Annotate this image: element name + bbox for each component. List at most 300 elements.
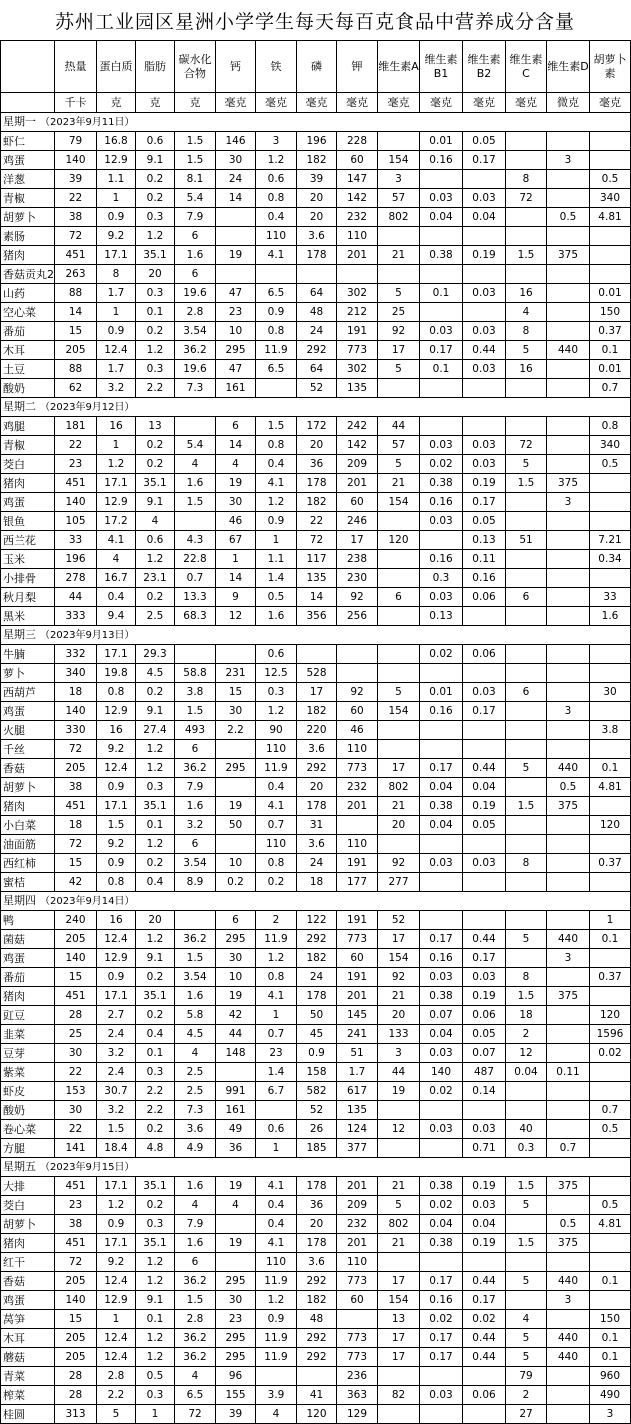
nutrient-value: 15 xyxy=(55,322,97,341)
nutrient-value: 1.5 xyxy=(175,151,216,170)
nutrient-value: 0.4 xyxy=(256,778,297,797)
nutrient-value: 12.9 xyxy=(97,949,136,968)
nutrient-value: 201 xyxy=(337,246,378,265)
nutrient-value: 1 xyxy=(136,1405,175,1424)
nutrient-value xyxy=(590,1253,631,1272)
nutrient-value: 1.4 xyxy=(256,1063,297,1082)
table-row xyxy=(1,474,631,493)
day-header-fill xyxy=(175,1158,631,1177)
nutrient-value xyxy=(547,569,590,588)
nutrient-value xyxy=(378,645,420,664)
nutrient-value xyxy=(506,1253,547,1272)
day-label: 星期四 xyxy=(3,894,36,907)
nutrient-value: 0.03 xyxy=(463,284,506,303)
nutrient-value: 4.81 xyxy=(590,1215,631,1234)
nutrient-value: 1.5 xyxy=(175,949,216,968)
nutrient-value: 28 xyxy=(55,1006,97,1025)
nutrient-value xyxy=(378,379,420,398)
nutrient-value xyxy=(590,1234,631,1253)
nutrient-value xyxy=(590,873,631,892)
nutrient-value: 1.4 xyxy=(256,569,297,588)
nutrient-value: 0.2 xyxy=(136,854,175,873)
nutrient-value: 0.34 xyxy=(590,550,631,569)
nutrient-value: 24 xyxy=(297,854,337,873)
nutrient-value: 0.17 xyxy=(420,1329,463,1348)
nutrient-value xyxy=(216,227,256,246)
table-row xyxy=(1,132,631,151)
header-cell: 脂肪 xyxy=(136,41,175,93)
nutrient-value: 5 xyxy=(378,455,420,474)
nutrient-value: 178 xyxy=(297,1177,337,1196)
nutrient-value: 232 xyxy=(337,208,378,227)
nutrient-value: 3 xyxy=(547,493,590,512)
nutrient-value xyxy=(378,550,420,569)
nutrient-value xyxy=(547,1044,590,1063)
day-label: 星期二 xyxy=(3,400,36,413)
nutrient-value: 0.5 xyxy=(547,778,590,797)
unit-cell: 毫克 xyxy=(590,93,631,113)
nutrient-value xyxy=(506,417,547,436)
nutrient-value: 1.6 xyxy=(175,474,216,493)
nutrient-value: 31 xyxy=(297,816,337,835)
nutrient-value: 182 xyxy=(297,151,337,170)
nutrient-value: 220 xyxy=(297,721,337,740)
nutrient-value: 3.9 xyxy=(256,1386,297,1405)
nutrient-value xyxy=(378,835,420,854)
nutrient-value: 209 xyxy=(337,1196,378,1215)
nutrient-value: 451 xyxy=(55,474,97,493)
nutrient-value: 0.04 xyxy=(463,778,506,797)
nutrient-value: 4 xyxy=(97,550,136,569)
nutrient-value xyxy=(378,512,420,531)
nutrient-value: 1.5 xyxy=(175,1291,216,1310)
nutrient-value: 4.9 xyxy=(175,1139,216,1158)
nutrient-value: 1.2 xyxy=(136,930,175,949)
nutrient-value: 3.6 xyxy=(297,835,337,854)
nutrient-value: 0.1 xyxy=(590,759,631,778)
header-cell: 磷 xyxy=(297,41,337,93)
nutrient-value xyxy=(256,379,297,398)
nutrient-value: 72 xyxy=(506,189,547,208)
nutrient-value: 0.8 xyxy=(256,436,297,455)
unit-cell: 毫克 xyxy=(337,93,378,113)
nutrient-value: 17.1 xyxy=(97,987,136,1006)
nutrient-value: 4 xyxy=(175,455,216,474)
nutrient-value: 16.7 xyxy=(97,569,136,588)
table-row xyxy=(1,1405,631,1424)
nutrient-value: 4.8 xyxy=(136,1139,175,1158)
nutrient-value xyxy=(547,740,590,759)
nutrient-value xyxy=(506,778,547,797)
nutrient-value: 4.1 xyxy=(256,474,297,493)
nutrient-value: 11.9 xyxy=(256,1348,297,1367)
nutrient-value: 12.9 xyxy=(97,151,136,170)
nutrient-value: 1596 xyxy=(590,1025,631,1044)
nutrient-value: 110 xyxy=(337,835,378,854)
nutrient-value xyxy=(420,227,463,246)
nutrient-value: 1.2 xyxy=(136,550,175,569)
nutrient-value: 150 xyxy=(590,303,631,322)
food-name: 莴笋 xyxy=(1,1310,55,1329)
nutrient-value: 246 xyxy=(337,512,378,531)
nutrient-value: 1.1 xyxy=(97,170,136,189)
nutrient-value xyxy=(420,1405,463,1424)
nutrient-value xyxy=(463,379,506,398)
nutrient-value: 0.38 xyxy=(420,797,463,816)
nutrient-value: 377 xyxy=(337,1139,378,1158)
nutrient-value: 10 xyxy=(216,968,256,987)
nutrient-value: 332 xyxy=(55,645,97,664)
nutrient-value: 0.7 xyxy=(547,1139,590,1158)
nutrient-value xyxy=(590,512,631,531)
nutrient-value: 12.4 xyxy=(97,1272,136,1291)
nutrient-value: 0.03 xyxy=(463,1120,506,1139)
nutrient-value: 140 xyxy=(55,151,97,170)
nutrient-value: 363 xyxy=(337,1386,378,1405)
nutrient-value: 38 xyxy=(55,208,97,227)
nutrient-value: 110 xyxy=(256,1253,297,1272)
nutrient-value: 140 xyxy=(55,702,97,721)
nutrient-value: 12.9 xyxy=(97,1291,136,1310)
nutrient-value: 340 xyxy=(55,664,97,683)
nutrient-value: 60 xyxy=(337,702,378,721)
nutrient-value: 0.07 xyxy=(420,1006,463,1025)
header-cell: 碳水化合物 xyxy=(175,41,216,93)
nutrient-value: 0.2 xyxy=(136,455,175,474)
nutrient-value xyxy=(590,265,631,284)
nutrient-value: 72 xyxy=(506,436,547,455)
nutrient-value: 14 xyxy=(55,303,97,322)
table-row xyxy=(1,265,631,284)
food-name: 猪肉 xyxy=(1,474,55,493)
table-row xyxy=(1,987,631,1006)
food-name: 番茄 xyxy=(1,322,55,341)
nutrient-value: 6 xyxy=(175,265,216,284)
nutrient-value: 72 xyxy=(175,1405,216,1424)
nutrient-value xyxy=(216,1063,256,1082)
nutrient-value: 0.03 xyxy=(420,1044,463,1063)
nutrient-value xyxy=(378,721,420,740)
food-name: 鸡蛋 xyxy=(1,1291,55,1310)
unit-cell: 毫克 xyxy=(297,93,337,113)
nutrient-value: 64 xyxy=(297,360,337,379)
nutrient-value: 178 xyxy=(297,797,337,816)
nutrient-value: 295 xyxy=(216,759,256,778)
nutrient-value: 292 xyxy=(297,341,337,360)
header-cell: 维生素A xyxy=(378,41,420,93)
nutrient-value: 36.2 xyxy=(175,341,216,360)
nutrient-value: 1.6 xyxy=(175,246,216,265)
nutrient-value: 205 xyxy=(55,1348,97,1367)
table-row xyxy=(1,512,631,531)
nutrition-table xyxy=(0,40,631,1424)
nutrient-value xyxy=(590,1063,631,1082)
nutrient-value: 120 xyxy=(590,816,631,835)
nutrient-value: 0.3 xyxy=(136,1215,175,1234)
food-name: 方腿 xyxy=(1,1139,55,1158)
day-header-row xyxy=(1,1158,631,1177)
nutrient-value: 0.16 xyxy=(420,702,463,721)
table-row xyxy=(1,455,631,474)
nutrient-value xyxy=(590,1082,631,1101)
nutrient-value: 0.2 xyxy=(136,189,175,208)
nutrient-value: 3 xyxy=(590,1405,631,1424)
nutrient-value: 295 xyxy=(216,1272,256,1291)
nutrient-value: 8 xyxy=(506,170,547,189)
nutrient-value xyxy=(506,911,547,930)
nutrient-value: 11.9 xyxy=(256,1329,297,1348)
nutrient-value: 1.2 xyxy=(256,949,297,968)
nutrient-value: 22.8 xyxy=(175,550,216,569)
nutrient-value: 0.06 xyxy=(463,645,506,664)
nutrient-value: 0.7 xyxy=(175,569,216,588)
nutrient-value: 0.04 xyxy=(420,208,463,227)
nutrient-value: 0.38 xyxy=(420,987,463,1006)
food-name: 西葫芦 xyxy=(1,683,55,702)
nutrient-value: 17.1 xyxy=(97,246,136,265)
header-cell: 蛋白质 xyxy=(97,41,136,93)
nutrient-value: 12.4 xyxy=(97,1329,136,1348)
table-row xyxy=(1,170,631,189)
nutrient-value: 440 xyxy=(547,1272,590,1291)
food-name: 菌菇 xyxy=(1,930,55,949)
nutrient-value xyxy=(590,740,631,759)
nutrient-value: 154 xyxy=(378,949,420,968)
nutrient-value: 0.14 xyxy=(463,1082,506,1101)
nutrient-value xyxy=(378,1367,420,1386)
nutrient-value: 292 xyxy=(297,759,337,778)
nutrient-value: 10 xyxy=(216,322,256,341)
day-header xyxy=(1,1158,175,1177)
nutrient-value: 241 xyxy=(337,1025,378,1044)
nutrient-value: 0.44 xyxy=(463,1329,506,1348)
nutrient-value: 22 xyxy=(55,189,97,208)
nutrient-value: 802 xyxy=(378,1215,420,1234)
nutrient-value xyxy=(175,645,216,664)
nutrient-value: 617 xyxy=(337,1082,378,1101)
nutrient-value: 1.5 xyxy=(256,417,297,436)
table-body xyxy=(1,41,631,1424)
unit-cell: 克 xyxy=(97,93,136,113)
nutrient-value xyxy=(256,1367,297,1386)
nutrient-value: 451 xyxy=(55,1234,97,1253)
nutrient-value: 2.5 xyxy=(136,607,175,626)
nutrient-value: 17 xyxy=(378,1329,420,1348)
food-name: 黑米 xyxy=(1,607,55,626)
nutrient-value: 9.2 xyxy=(97,1253,136,1272)
nutrient-value: 15 xyxy=(216,683,256,702)
nutrient-value: 205 xyxy=(55,341,97,360)
nutrient-value: 0.03 xyxy=(463,360,506,379)
nutrient-value: 0.7 xyxy=(256,816,297,835)
nutrient-value: 12.4 xyxy=(97,930,136,949)
nutrient-value: 0.5 xyxy=(256,588,297,607)
table-row xyxy=(1,1253,631,1272)
nutrient-value: 3.6 xyxy=(297,1253,337,1272)
nutrient-value: 0.1 xyxy=(590,1272,631,1291)
nutrient-value: 295 xyxy=(216,1348,256,1367)
nutrient-value: 140 xyxy=(420,1063,463,1082)
nutrient-value: 120 xyxy=(378,531,420,550)
nutrient-value: 6 xyxy=(216,417,256,436)
nutrient-value: 451 xyxy=(55,797,97,816)
food-name: 山药 xyxy=(1,284,55,303)
nutrient-value: 2.8 xyxy=(175,1310,216,1329)
nutrient-value: 0.4 xyxy=(256,208,297,227)
nutrient-value: 57 xyxy=(378,189,420,208)
nutrient-value: 1.2 xyxy=(136,341,175,360)
nutrient-value: 140 xyxy=(55,493,97,512)
food-name: 木耳 xyxy=(1,341,55,360)
nutrient-value: 0.9 xyxy=(97,1215,136,1234)
nutrient-value: 0.9 xyxy=(256,512,297,531)
nutrient-value: 0.2 xyxy=(136,1006,175,1025)
nutrient-value xyxy=(420,873,463,892)
nutrient-value xyxy=(463,265,506,284)
nutrient-value xyxy=(463,1405,506,1424)
nutrient-value: 3.6 xyxy=(297,740,337,759)
nutrient-value: 0.03 xyxy=(420,512,463,531)
nutrient-value: 440 xyxy=(547,1329,590,1348)
nutrient-value: 1.6 xyxy=(175,1177,216,1196)
nutrient-value: 1.2 xyxy=(136,740,175,759)
nutrient-value: 1.7 xyxy=(97,360,136,379)
nutrient-value xyxy=(547,854,590,873)
nutrient-value: 201 xyxy=(337,797,378,816)
nutrient-value: 0.16 xyxy=(420,949,463,968)
nutrient-value: 36 xyxy=(216,1139,256,1158)
nutrient-value: 0.7 xyxy=(590,1101,631,1120)
nutrient-value: 3.2 xyxy=(97,1101,136,1120)
food-name: 榨菜 xyxy=(1,1386,55,1405)
nutrient-value xyxy=(378,607,420,626)
nutrient-value: 18 xyxy=(506,1006,547,1025)
unit-cell: 毫克 xyxy=(506,93,547,113)
nutrient-value: 4.1 xyxy=(256,246,297,265)
nutrient-value xyxy=(506,645,547,664)
nutrient-value: 3.54 xyxy=(175,322,216,341)
nutrient-value: 30 xyxy=(55,1044,97,1063)
nutrient-value: 277 xyxy=(378,873,420,892)
nutrient-value: 0.44 xyxy=(463,1272,506,1291)
nutrient-value: 0.6 xyxy=(256,1120,297,1139)
nutrient-value: 22 xyxy=(55,1063,97,1082)
nutrient-value: 0.19 xyxy=(463,1177,506,1196)
nutrient-value: 46 xyxy=(216,512,256,531)
nutrient-value: 2 xyxy=(506,1386,547,1405)
food-name: 千丝 xyxy=(1,740,55,759)
nutrient-value: 3 xyxy=(378,1044,420,1063)
nutrient-value: 0.13 xyxy=(463,531,506,550)
nutrient-value: 140 xyxy=(55,949,97,968)
nutrient-value: 16 xyxy=(97,417,136,436)
nutrient-value xyxy=(506,493,547,512)
nutrient-value: 6 xyxy=(175,740,216,759)
header-cell: 钙 xyxy=(216,41,256,93)
unit-cell: 毫克 xyxy=(256,93,297,113)
nutrient-value: 0.44 xyxy=(463,341,506,360)
nutrient-value: 44 xyxy=(378,417,420,436)
nutrient-value: 8 xyxy=(506,322,547,341)
food-name: 青椒 xyxy=(1,189,55,208)
nutrient-value: 0.4 xyxy=(136,873,175,892)
nutrient-value: 39 xyxy=(55,170,97,189)
nutrient-value: 191 xyxy=(337,322,378,341)
nutrient-value: 201 xyxy=(337,987,378,1006)
nutrient-value: 5 xyxy=(506,930,547,949)
nutrient-value: 773 xyxy=(337,1329,378,1348)
food-name: 胡萝卜 xyxy=(1,208,55,227)
nutrient-value xyxy=(590,1139,631,1158)
nutrient-value xyxy=(463,227,506,246)
nutrient-value: 129 xyxy=(337,1405,378,1424)
nutrient-value xyxy=(420,1139,463,1158)
nutrient-value: 230 xyxy=(337,569,378,588)
nutrient-value: 62 xyxy=(55,379,97,398)
food-name: 油面筋 xyxy=(1,835,55,854)
nutrient-value: 24 xyxy=(216,170,256,189)
food-name: 洋葱 xyxy=(1,170,55,189)
nutrient-value: 36 xyxy=(297,1196,337,1215)
nutrient-value xyxy=(463,873,506,892)
day-header xyxy=(1,626,175,645)
food-name: 桂圆 xyxy=(1,1405,55,1424)
nutrient-value: 20 xyxy=(297,189,337,208)
nutrient-value: 52 xyxy=(378,911,420,930)
nutrient-value: 4 xyxy=(175,1044,216,1063)
nutrient-value: 17.1 xyxy=(97,797,136,816)
nutrient-value xyxy=(378,1253,420,1272)
nutrient-value: 0.06 xyxy=(463,588,506,607)
nutrient-value: 5 xyxy=(506,1348,547,1367)
table-row xyxy=(1,1386,631,1405)
nutrient-value: 773 xyxy=(337,1272,378,1291)
nutrient-value xyxy=(547,1253,590,1272)
nutrient-value: 5 xyxy=(378,683,420,702)
nutrient-value: 161 xyxy=(216,379,256,398)
nutrient-value: 9 xyxy=(216,588,256,607)
nutrient-value: 773 xyxy=(337,1348,378,1367)
nutrient-value: 6 xyxy=(506,588,547,607)
nutrient-value: 4.81 xyxy=(590,778,631,797)
nutrient-value xyxy=(590,1291,631,1310)
nutrient-value: 333 xyxy=(55,607,97,626)
nutrient-value: 0.17 xyxy=(420,1348,463,1367)
nutrient-value xyxy=(420,1367,463,1386)
nutrient-value: 72 xyxy=(297,531,337,550)
nutrient-value xyxy=(590,949,631,968)
nutrient-value: 1.2 xyxy=(256,702,297,721)
nutrient-value: 0.8 xyxy=(256,968,297,987)
food-name: 卷心菜 xyxy=(1,1120,55,1139)
day-header-fill xyxy=(175,113,631,132)
nutrient-value: 9.1 xyxy=(136,702,175,721)
nutrient-value: 0.1 xyxy=(136,1044,175,1063)
nutrient-value: 5.4 xyxy=(175,189,216,208)
nutrient-value: 3 xyxy=(547,151,590,170)
nutrient-value: 196 xyxy=(55,550,97,569)
food-name: 小白菜 xyxy=(1,816,55,835)
nutrient-value: 122 xyxy=(297,911,337,930)
nutrient-value: 0.5 xyxy=(590,455,631,474)
nutrient-value xyxy=(463,1101,506,1120)
nutrient-value: 33 xyxy=(55,531,97,550)
nutrient-value: 177 xyxy=(337,873,378,892)
nutrient-value xyxy=(378,132,420,151)
food-name: 胡萝卜 xyxy=(1,778,55,797)
day-label: 星期一 xyxy=(3,115,36,128)
food-name: 茭白 xyxy=(1,1196,55,1215)
